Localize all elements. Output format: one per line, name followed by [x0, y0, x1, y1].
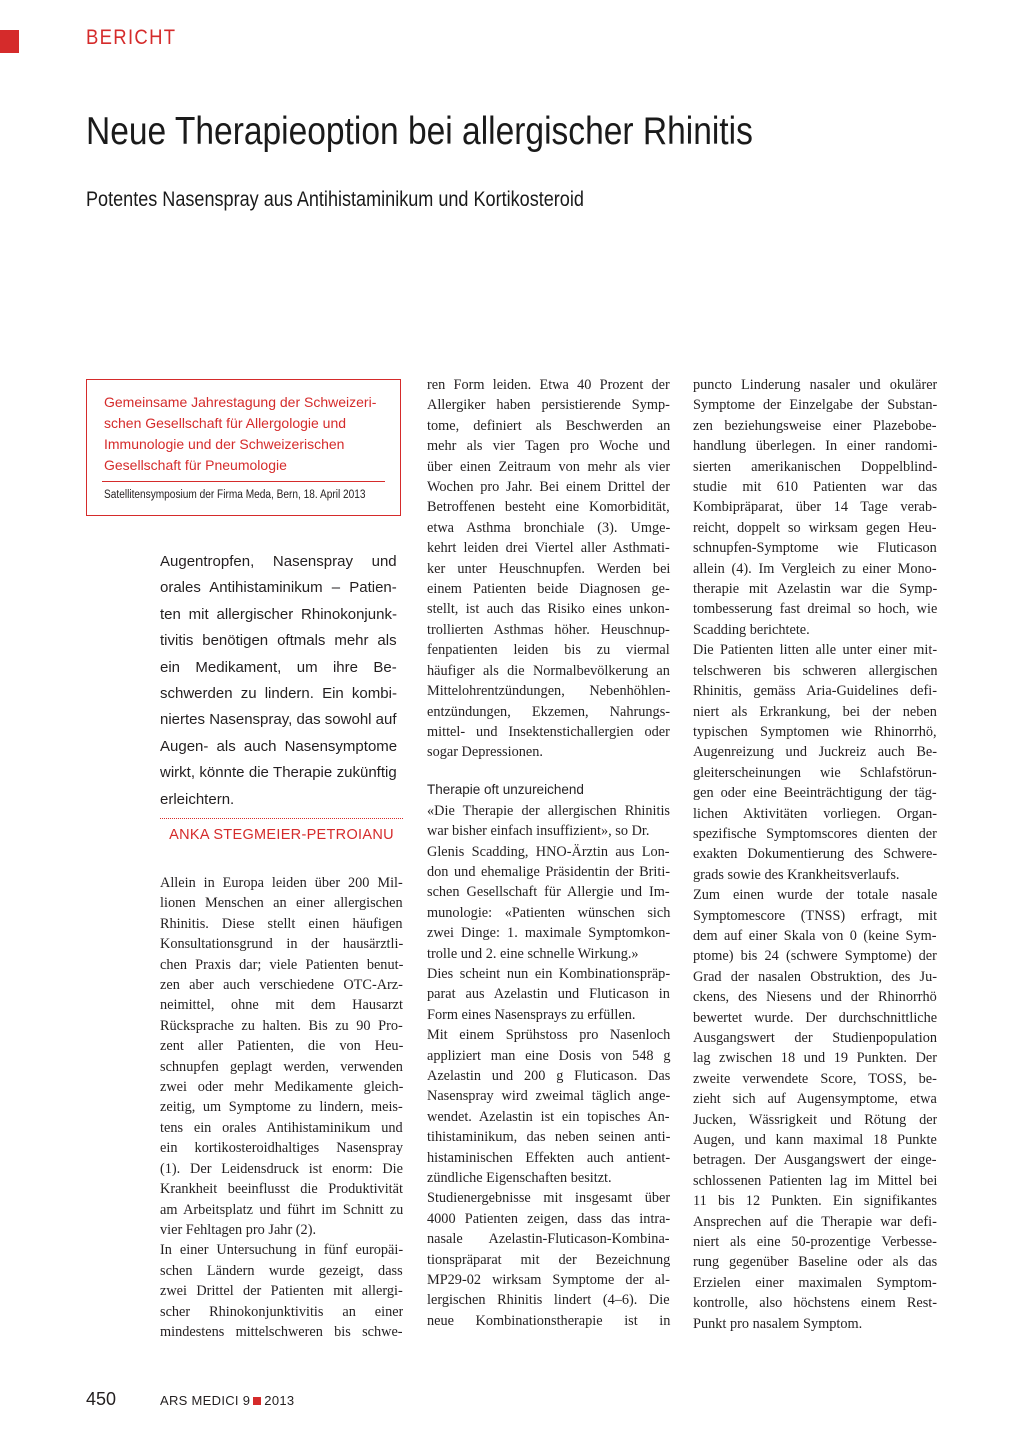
- text-line: zündliche Eigenschaften besitzt.: [427, 1170, 612, 1187]
- article-title: Neue Therapieoption bei allergischer Rhinitis: [86, 110, 753, 153]
- text-line: Nasenspray wird zweimal täglich ange-: [427, 1088, 671, 1105]
- text-line: trolle und 2. eine schnelle Wirkung.»: [427, 945, 639, 962]
- text-line: über einen Zeitraum von mehr als vier: [427, 458, 671, 475]
- author-divider: [160, 818, 403, 819]
- text-line: Jucken, Wässrigkeit und Rötung der: [693, 1111, 937, 1128]
- text-line: Wochen pro Jahr. Bei einem Drittel der: [427, 479, 670, 496]
- text-line: reicht, doppelt so wirksam gegen Heu-: [693, 519, 937, 536]
- text-line: schnupfen geplagt werden, verwenden: [160, 1058, 403, 1075]
- text-line: am Arbeitsplatz und führt im Schnitt zu: [160, 1201, 403, 1218]
- text-line: tome, definiert als Beschwerden an: [427, 417, 671, 434]
- text-line: appliziert man eine Dosis von 548 g: [427, 1047, 671, 1064]
- body-column-1: [160, 873, 403, 1342]
- body-column-3: [693, 375, 937, 1334]
- text-line: Erzielen einer maximalen Symptom-: [693, 1274, 937, 1291]
- text-line: Rhinitis. Diese stellt einen häufigen: [160, 915, 403, 932]
- text-line: tihistaminikum, das neben seinen anti-: [427, 1129, 671, 1146]
- text-line: fenpatienten leiden bis zu viermal: [427, 642, 670, 659]
- text-line: niert als eine 50-prozentige Verbesse-: [693, 1234, 937, 1251]
- text-line: rung gegenüber Baseline oder als das: [693, 1254, 937, 1271]
- text-line: kehrt leiden drei Viertel aller Asthmati-: [427, 540, 670, 557]
- text-line: ckens, des Niesens und der Rhinorrhö: [693, 989, 937, 1006]
- text-line: Kombipräparat, über 14 Tage verab-: [693, 499, 937, 516]
- text-line: lionen Menschen an einer allergischen: [160, 895, 403, 912]
- text-line: wendet. Azelastin ist ein topisches An-: [427, 1108, 670, 1125]
- text-line: Augenreizung und Juckreiz auch Be-: [693, 744, 937, 761]
- text-line: vier Fehltagen pro Jahr (2).: [160, 1221, 317, 1238]
- text-line: Rhinitis, gemäss Aria-Guidelines defi-: [693, 683, 937, 700]
- text-line: dem auf einer Skala von 0 (keine Sym-: [693, 927, 937, 944]
- text-line: etwa Asthma bronchiale (3). Umge-: [427, 519, 671, 536]
- text-line: spezifische Symptomscores dienten der: [693, 825, 937, 842]
- text-line: typischen Symptomen wie Rhinorrhö,: [693, 723, 937, 740]
- text-line: zeitig, um Symptome zu lindern, meis-: [160, 1099, 403, 1116]
- text-line: häufiger als die Normalbevölkerung an: [427, 662, 670, 679]
- text-line: Betroffenen besteht eine Komorbidität,: [427, 499, 670, 516]
- lead-line: orales Antihistaminikum – Patien-: [160, 579, 397, 597]
- text-line: neimittel, ohne mit dem Hausarzt: [160, 997, 403, 1014]
- text-line: schlossenen Patienten lag im Mittel bei: [693, 1172, 937, 1189]
- text-line: lag zwischen 18 und 19 Punkten. Der: [693, 1050, 937, 1067]
- text-line: Rücksprache zu halten. Bis zu 90 Pro-: [160, 1017, 403, 1034]
- text-line: zen beziehungsweise einer Plazebobe-: [693, 417, 937, 434]
- conference-title-line: Immunologie und der Schweizerischen: [104, 436, 345, 452]
- text-line: Symptome der Einzelgabe der Substan-: [693, 397, 937, 414]
- text-line: zwei oder mehr Medikamente gleich-: [160, 1079, 403, 1096]
- conference-title: [104, 392, 376, 476]
- text-line: exakten Dokumentierung des Schwere-: [693, 846, 937, 863]
- lead-line: erleichtern.: [160, 790, 235, 808]
- text-line: telschweren bis schweren allergischen: [693, 662, 937, 679]
- text-line: Grad der nasalen Obstruktion, des Ju-: [693, 968, 937, 985]
- text-line: handlung überlegen. In einer randomi-: [693, 438, 937, 455]
- page-number: 450: [86, 1389, 117, 1409]
- text-line: stellt, ist auch das Risiko eines unkon-: [427, 601, 670, 618]
- text-line: munologie: «Patienten wünschen sich: [427, 904, 671, 921]
- text-line: studie mit 610 Patienten war das: [693, 479, 937, 496]
- text-line: betragen. Der Ausgangswert der einge-: [693, 1152, 937, 1169]
- text-line: lergischen Rhinitis lindert (4–6). Die: [427, 1292, 670, 1309]
- text-line: zieht sich auf Augensymptome, etwa: [693, 1091, 937, 1108]
- text-line: ein kortikosteroidhaltiges Nasenspray: [160, 1140, 403, 1157]
- text-line: histaminischen Effekten auch antient-: [427, 1149, 671, 1166]
- text-line: Azelastin und 200 g Fluticason. Das: [427, 1068, 671, 1084]
- section-marker: [0, 30, 19, 53]
- text-line: Scadding berichtete.: [693, 621, 810, 638]
- text-line: ren Form leiden. Etwa 40 Prozent der: [427, 377, 670, 393]
- journal-name: ARS MEDICI 9: [160, 1393, 251, 1408]
- journal-footer: [160, 1393, 294, 1408]
- text-line: tionspräparat mit der Bezeichnung: [427, 1251, 671, 1268]
- text-line: bewertet wurde. Der durchschnittliche: [693, 1009, 937, 1026]
- text-line: einem Patienten beide Diagnosen ge-: [427, 581, 670, 598]
- text-line: don und ehemalige Präsidentin der Briti-: [427, 863, 671, 880]
- text-line: gen oder eine Beeinträchtigung der täg-: [693, 785, 937, 802]
- text-line: zwei Drittel der Patienten mit allergi-: [160, 1283, 403, 1300]
- lead-line: schwerden zu lindern. Ein kombi-: [160, 685, 397, 703]
- text-line: puncto Linderung nasaler und okulärer: [693, 377, 937, 393]
- text-line: Ausgangswert der Studienpopulation: [693, 1030, 937, 1046]
- text-line: schnupfen-Symptome wie Fluticason: [693, 540, 937, 557]
- info-box-divider: [102, 481, 385, 482]
- text-line: allein (4). Im Vergleich zu einer Mono-: [693, 560, 937, 577]
- lead-line: Augentropfen, Nasenspray und: [160, 553, 397, 570]
- conference-title-line: Gemeinsame Jahrestagung der Schweizeri-: [104, 394, 377, 410]
- text-line: nasale Azelastin-Fluticason-Kombina-: [427, 1231, 670, 1248]
- text-line: zent aller Patienten, die von Heu-: [160, 1038, 403, 1055]
- text-line: Zum einen wurde der totale nasale: [693, 887, 937, 904]
- text-line: Konsultationsgrund in der hausärztli-: [160, 936, 403, 953]
- lead-line: wirkt, könnte die Therapie zukünftig: [160, 764, 397, 782]
- text-line: mittel- und Insektenstichallergien oder: [427, 723, 670, 740]
- text-line: entzündungen, Ekzemen, Nahrungs-: [427, 703, 671, 720]
- text-line: Krankheit beeinflusst die Produktivität: [160, 1181, 403, 1198]
- body-column-2: [427, 375, 670, 1331]
- article-subtitle: Potentes Nasenspray aus Antihistaminikum und Kortikosteroid: [86, 188, 584, 211]
- lead-line: Augen- als auch Nasensymptome: [160, 737, 398, 755]
- text-line: Mit einem Sprühstoss pro Nasenloch: [427, 1027, 671, 1044]
- text-line: zweite verwendete Score, TOSS, be-: [693, 1070, 937, 1087]
- text-line: schen Gesellschaft für Allergie und Im-: [427, 884, 670, 901]
- text-line: kontrolle, also höchstens einem Rest-: [693, 1295, 937, 1312]
- text-line: lichen Aktivitäten vorliegen. Organ-: [693, 805, 937, 822]
- text-line: therapie mit Azelastin war die Symp-: [693, 581, 937, 598]
- text-line: 4000 Patienten zeigen, dass das intra-: [427, 1210, 671, 1227]
- text-line: niert als Erkrankung, bei der neben: [693, 703, 937, 720]
- text-line: trollierten Asthmas höher. Heuschnup-: [427, 621, 670, 638]
- text-line: sierten amerikanischen Doppelblind-: [693, 458, 937, 475]
- article-lead: [160, 549, 397, 813]
- lead-line: ten mit allergischer Rhinokonjunk-: [160, 605, 397, 623]
- text-line: schen Ländern wurde gezeigt, dass: [160, 1262, 403, 1279]
- text-line: Allein in Europa leiden über 200 Mil-: [160, 875, 403, 891]
- section-label: BERICHT: [86, 26, 177, 49]
- text-line: gleiterscheinungen wie Schlafstörun-: [693, 764, 937, 781]
- text-line: Punkt pro nasalem Symptom.: [693, 1315, 863, 1332]
- text-line: grads sowie des Krankheitsverlaufs.: [693, 866, 900, 883]
- text-line: zwei Dinge: 1. maximale Symptomkon-: [427, 925, 671, 942]
- text-line: sogar Depressionen.: [427, 744, 543, 761]
- text-line: Mittelohrentzündungen, Nebenhöhlen-: [427, 683, 671, 700]
- journal-year: 2013: [264, 1393, 295, 1408]
- text-line: Form eines Nasensprays zu erfüllen.: [427, 1006, 636, 1023]
- text-line: Studienergebnisse mit insgesamt über: [427, 1190, 671, 1207]
- text-line: mehr als vier Tagen pro Woche und: [427, 438, 670, 455]
- conference-title-line: Gesellschaft für Pneumologie: [104, 457, 287, 473]
- footer-separator-square: [253, 1397, 261, 1405]
- text-line: war bisher einfach insuffizient», so Dr.: [427, 823, 650, 840]
- author-name: ANKA STEGMEIER-PETROIANU: [169, 827, 394, 843]
- text-line: Glenis Scadding, HNO-Ärztin aus Lon-: [427, 843, 670, 860]
- text-line: «Die Therapie der allergischen Rhinitis: [427, 802, 670, 819]
- conference-title-line: schen Gesellschaft für Allergologie und: [104, 415, 347, 431]
- text-line: (1). Der Leidensdruck ist enorm: Die: [160, 1160, 403, 1177]
- column-2-text-b: [427, 801, 670, 1332]
- text-line: In einer Untersuchung in fünf europäi-: [160, 1242, 403, 1259]
- column-2-text-a: [427, 375, 670, 763]
- text-line: Ansprechen auf die Therapie war defi-: [693, 1213, 937, 1230]
- text-line: mindestens mittelschweren bis schwe-: [160, 1323, 403, 1340]
- text-line: tombesserung fast dreimal so hoch, wie: [693, 601, 937, 618]
- lead-line: niertes Nasenspray, das sowohl auf: [160, 711, 397, 729]
- text-line: Dies scheint nun ein Kombinationspräp-: [427, 965, 671, 982]
- conference-info-box: [86, 379, 401, 516]
- text-line: Symptomescore (TNSS) erfragt, mit: [693, 907, 937, 924]
- text-line: parat aus Azelastin und Fluticason in: [427, 986, 670, 1003]
- text-line: ptome) bis 24 (schwere Symptome) der: [693, 948, 937, 965]
- lead-line: tivitis benötigen oftmals mehr als: [160, 632, 397, 650]
- text-line: scher Rhinokonjunktivitis an einer: [160, 1303, 403, 1320]
- section-subheading: Therapie oft unzureichend: [427, 781, 584, 797]
- text-line: Augen, und kann maximal 18 Punkte: [693, 1132, 937, 1149]
- symposium-note: Satellitensymposium der Firma Meda, Bern, 18. April 2013: [104, 489, 366, 501]
- text-line: MP29-02 wirksam Symptome der al-: [427, 1272, 670, 1289]
- text-line: 11 bis 12 Punkten. Ein signifikantes: [693, 1193, 937, 1210]
- text-line: zen aber auch verschiedene OTC-Arz-: [160, 977, 403, 994]
- text-line: chen Praxis dar; viele Patienten benut-: [160, 956, 403, 973]
- text-line: tens ein orales Antihistaminikum und: [160, 1119, 403, 1136]
- lead-line: ein Medikament, um ihre Be-: [160, 658, 397, 676]
- text-line: Allergiker haben persistierende Symp-: [427, 397, 670, 414]
- text-line: neue Kombinationstherapie ist in: [427, 1312, 671, 1329]
- text-line: ker unter Heuschnupfen. Werden bei: [427, 560, 671, 577]
- text-line: Die Patienten litten alle unter einer mit-: [693, 642, 937, 659]
